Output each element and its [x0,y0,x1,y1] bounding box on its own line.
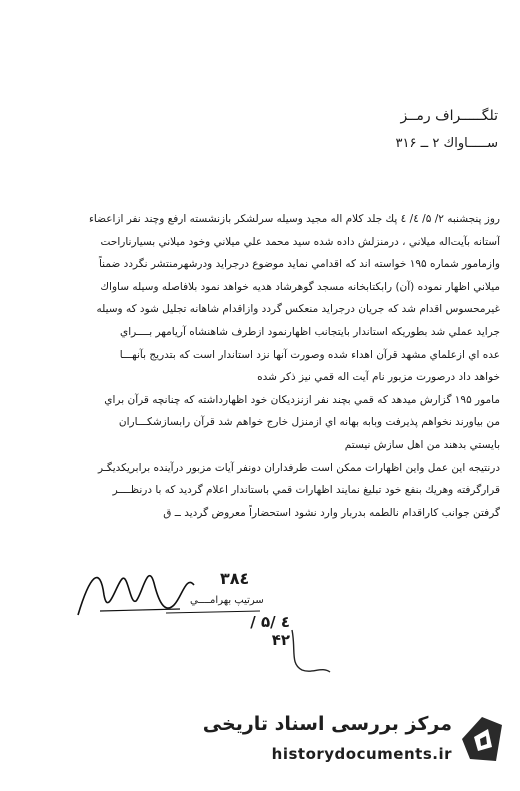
archive-logo-icon [456,711,508,767]
body-line: روز پنجشنبه ۲/ ۵/ ٤/ ٤ پك جلد كلام اله مجيد وسيله سرلشكر بازنشسته ارفع وچند نفر ازاعضاء [88,213,500,225]
body-line: آستانه بآيت‌اله ميلاني ، درمنزلش داده شده سيد محمد علي ميلاني وخود ميلاني بسيارناراحت [100,235,500,248]
body-line: بايستي بدهند من اهل سازش نيستم [344,438,500,451]
body-line: وازمامور شماره ۱۹۵ خواسته اند كه اقدامي نمايد موضوع درجرايد ودرشهرمنتشر نگردد ضمناً [98,258,500,271]
document-header [258,108,498,151]
signature-date: ٤ /۵ /۴۲ [250,613,290,649]
telegram-title: تلگـــــراف رمــز [400,108,498,124]
handwritten-mark [286,620,336,680]
body-line: غيرمحسوس اقدام شد كه جريان درجرايد منعكس گردد وازاقدام شاهانه تجليل شود كه وسيله [96,303,500,316]
body-line: من بياورند نخواهم پذيرفت وبابه بهانه اي ازمنزل خارج خواهم شد قرآن رابسازشكـــاران [118,416,500,429]
body-line: درنتيجه اين عمل واين اظهارات ممكن است طرفداران دونفر آيات مزبور درآينده برابريكديگـر [98,461,500,474]
signature-number: ۳۸٤ [220,569,250,588]
watermark-url: historydocuments.ir [271,745,452,763]
body-line: مامور ۱۹۵ گزارش ميدهد كه قمي بچند نفر ازنزديكان خود اظهارداشته كه چنانچه قرآن براي [104,393,500,406]
body-line: عده اي ازعلماي مشهد قرآن اهداء شده وصورت آنها نزد استاندار است كه بتدريج بآنهـــا [119,348,500,361]
body-line: قرارگرفته وهريك بنفع خود تبليغ نمايند اظهارات قمي باستاندار اعلام گرديد كه با درنظــــر [112,484,500,497]
signature-block [70,555,290,649]
body-line: گرفتن جوانب كاراقدام نالطمه بدربار وارد نشود استحضاراً معروض گرديد ــ ق [163,506,500,519]
document-body [40,208,500,524]
body-line: جرايد عملي شد بطوريكه استاندار بايتجانب اظهارنمود ازطرف شاهنشاه آريامهر بــــراي [120,325,500,338]
signatory-name: سرتيپ بهرامــــي [190,595,264,606]
watermark-title: مرکز بررسی اسناد تاریخی [202,713,452,735]
body-line: خواهد داد درصورت مزبور نام آيت اله قمي نيز ذكر شده [257,371,500,384]
archive-watermark [202,707,512,777]
body-line: ميلاني اظهار نموده (آن) رابكتابخانه مسجد گوهرشاد هديه خواهد نمود بلافاصله وسيله ساواك [100,280,500,293]
savak-reference: ســـــاواك ۲ ــ ۳۱۶ [395,136,498,151]
